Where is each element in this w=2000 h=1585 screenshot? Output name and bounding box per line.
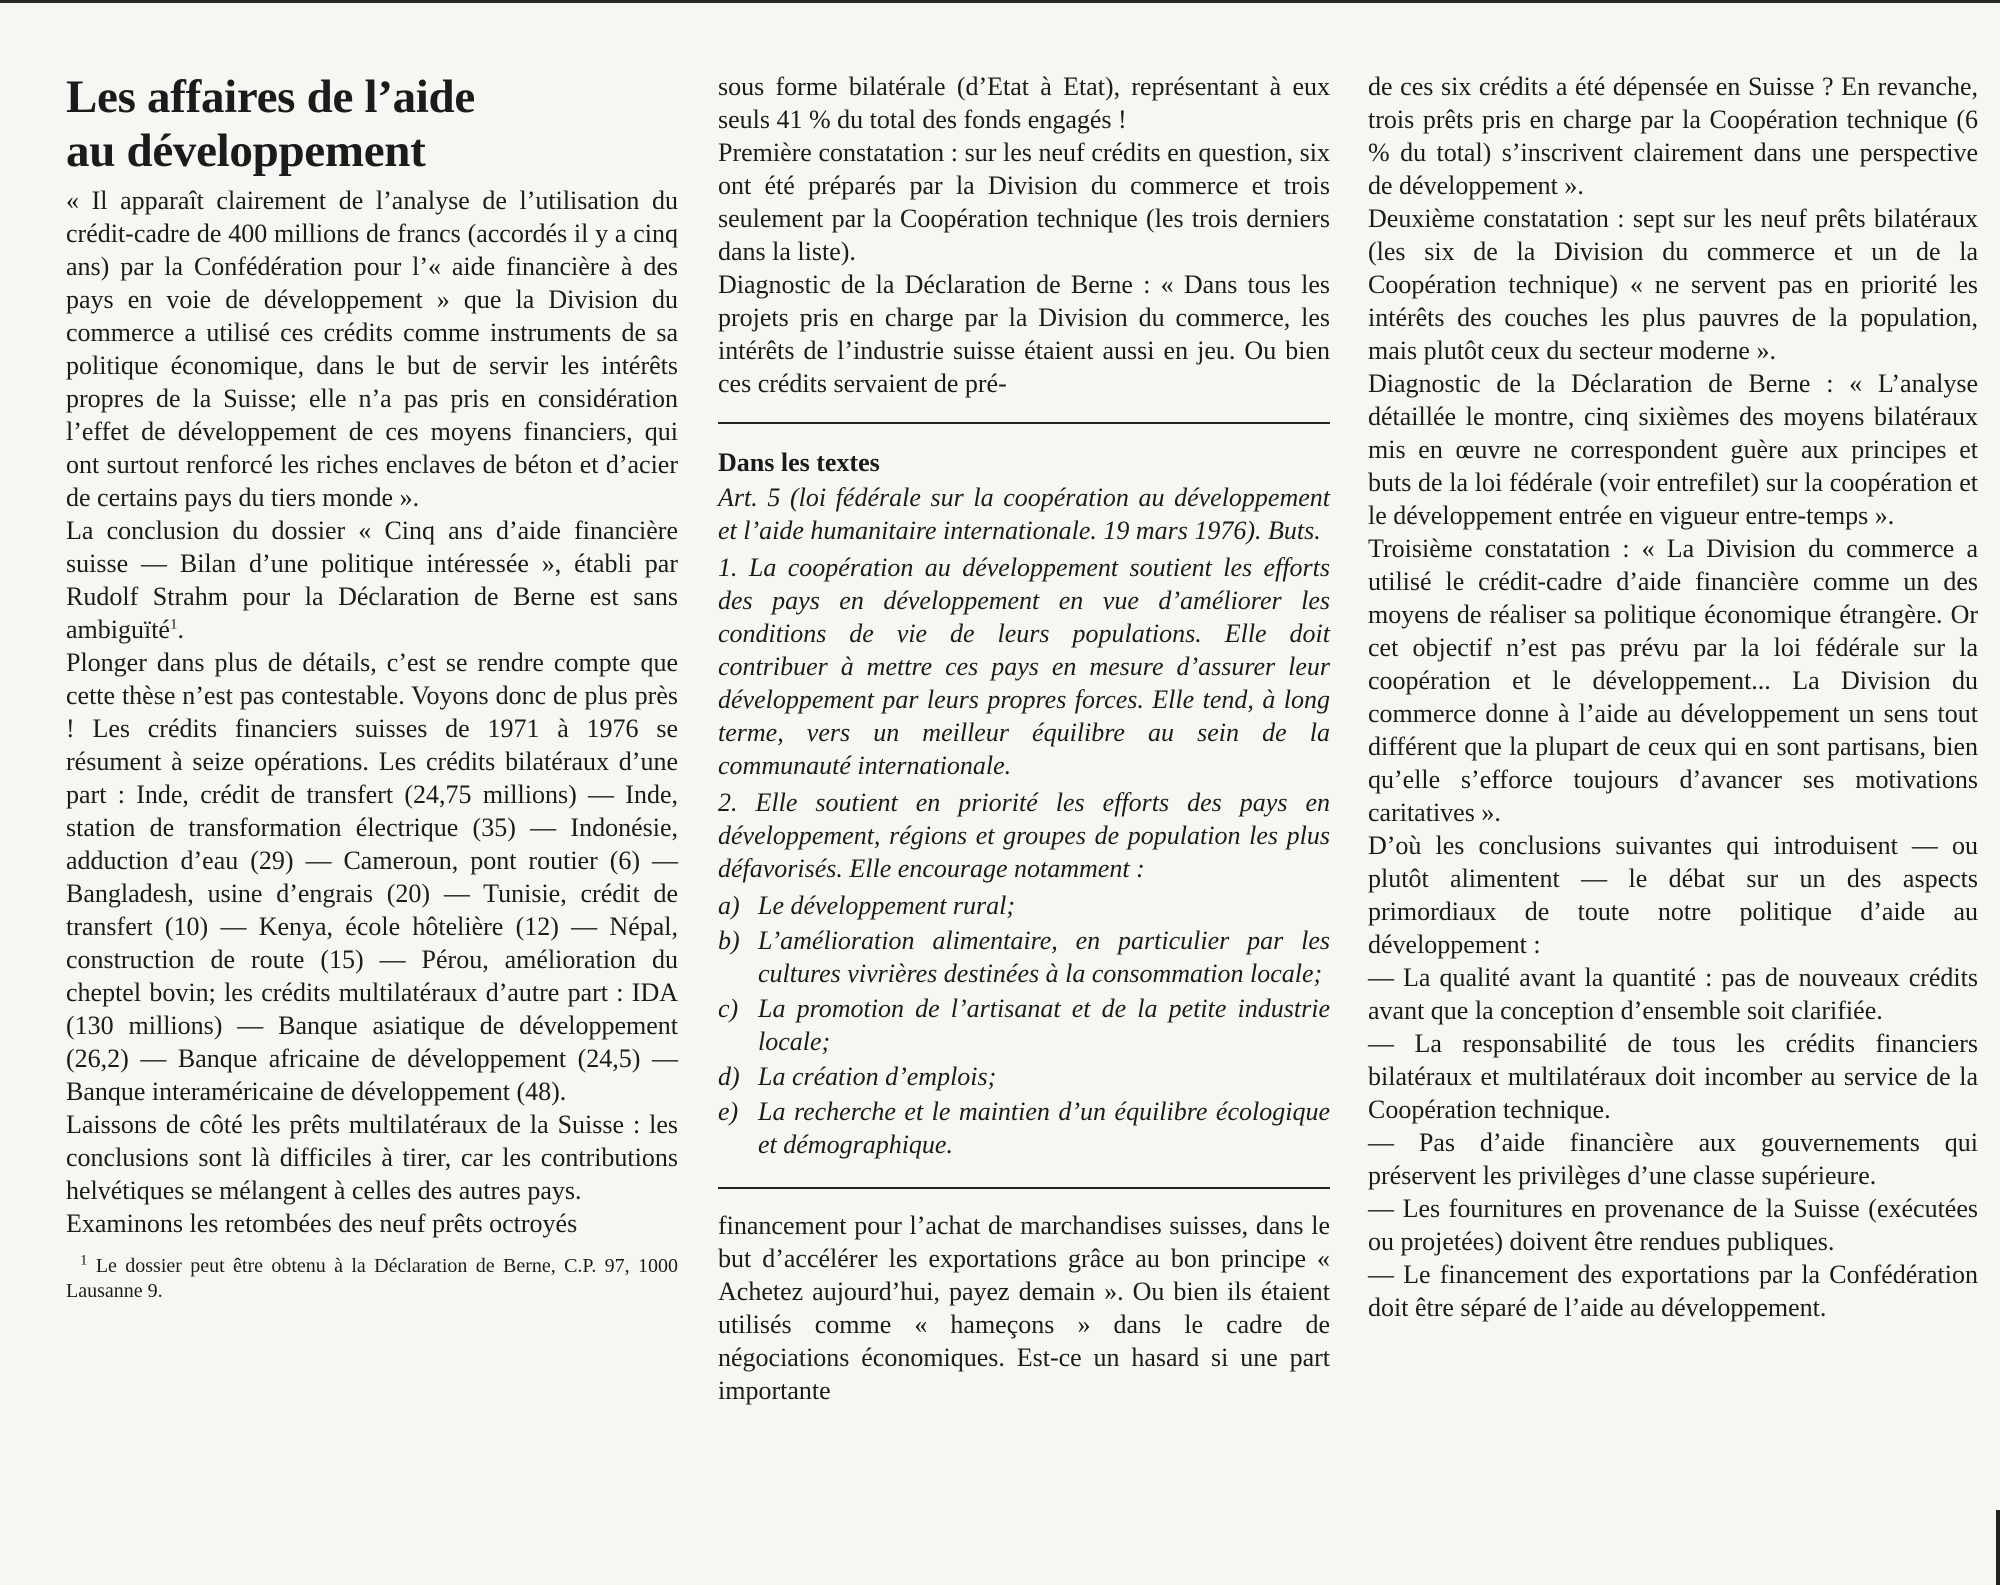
paragraph: Plonger dans plus de détails, c’est se rendre compte que cette thèse n’est pas contestable. Voyons donc de plus près ! Les crédits financiers suisses de 1971 à 1976 se résument à seize opérations. Les crédits bilatéraux d’une part : Inde, crédit de transfert (24,75 millions) — Inde, station de transformation électrique (35) — Indonésie, adduction d’eau (29) — Cameroun, pont routier (6) — Bangladesh, usine d’engrais (20) — Tunisie, crédit de transfert (10) — Kenya, école hôtelière (12) — Népal, construction de route (15) — Pérou, amélioration du cheptel bovin; les crédits multilatéraux d’autre part : IDA (130 millions) — Banque asiatique de développement (26,2) — Banque africaine de développement (24,5) — Banque interaméricaine de développement (48). bbox=[66, 648, 678, 1106]
paragraph: financement pour l’achat de marchandises suisses, dans le but d’accélérer les exportations grâce au bon principe « Achetez aujourd’hui, payez demain ». Ou bien ils étaient utilisés comme « hameçons » dans le cadre de négociations économiques. Est-ce un hasard si une part importante bbox=[718, 1211, 1330, 1405]
box-paragraph: 1. La coopération au développement soutient les efforts des pays en développement en vue d’améliorer les conditions de vie de leurs populations. Elle doit contribuer à mettre ces pays en mesure d’assurer leur développement par leurs propres forces. Elle tend, à long terme, vers un meilleur équilibre au sein de la communauté internationale. bbox=[718, 553, 1330, 780]
paragraph: Examinons les retombées des neuf prêts octroyés bbox=[66, 1209, 578, 1238]
list-item-label: a) bbox=[718, 891, 740, 920]
conclusion-item: — Pas d’aide financière aux gouvernements qui préservent les privilèges d’une classe supérieure. bbox=[1368, 1128, 1978, 1190]
list-item-text: La recherche et le maintien d’un équilibre écologique et démographique. bbox=[758, 1097, 1330, 1159]
box-paragraph: 2. Elle soutient en priorité les efforts des pays en développement, régions et groupes de population les plus défavorisés. Elle encourage notamment : bbox=[718, 788, 1330, 883]
footnote-marker: 1 bbox=[80, 1252, 88, 1269]
paragraph: Diagnostic de la Déclaration de Berne : « Dans tous les projets pris en charge par la Division du commerce, les intérêts de l’industrie suisse étaient aussi en jeu. Ou bien ces crédits servaient de pré- bbox=[718, 270, 1330, 398]
list-item-text: Le développement rural; bbox=[758, 891, 1016, 920]
box-top-rule bbox=[718, 422, 1330, 424]
conclusion-item: — La qualité avant la quantité : pas de nouveaux crédits avant que la conception d’ensemble soit clarifiée. bbox=[1368, 963, 1978, 1025]
list-item-text: La promotion de l’artisanat et de la petite industrie locale; bbox=[758, 994, 1330, 1056]
list-item-label: b) bbox=[718, 926, 740, 955]
list-item bbox=[718, 889, 1330, 922]
paragraph-text: La conclusion du dossier « Cinq ans d’aide financière suisse — Bilan d’une politique intéressée », établi par Rudolf Strahm pour la Déclaration de Berne est sans ambiguïté bbox=[66, 516, 678, 644]
column-2 bbox=[718, 70, 1330, 1407]
paragraph: Troisième constatation : « La Division du commerce a utilisé le crédit-cadre d’aide financière comme un des moyens de réaliser sa politique économique étrangère. Or cet objectif n’est pas prévu par la loi fédérale sur la coopération et le développement... La Division du commerce donne à l’aide au développement un sens tout différent que la plupart de ceux qui en sont partisans, bien qu’elle s’efforce toujours d’avancer ses motivations caritatives ». bbox=[1368, 534, 1978, 827]
list-item-label: e) bbox=[718, 1097, 739, 1126]
list-item bbox=[718, 992, 1330, 1058]
sidebar-box bbox=[718, 446, 1330, 1161]
paragraph: Première constatation : sur les neuf crédits en question, six ont été préparés par la Division du commerce et trois seulement par la Coopération technique (les trois derniers dans la liste). bbox=[718, 138, 1330, 266]
conclusion-item: — La responsabilité de tous les crédits financiers bilatéraux et multilatéraux doit incomber au service de la Coopération technique. bbox=[1368, 1029, 1978, 1124]
paragraph: Diagnostic de la Déclaration de Berne : « L’analyse détaillée le montre, cinq sixièmes des moyens bilatéraux mis en œuvre ne correspondent guère aux principes et buts de la loi fédérale (voir entrefilet) sur la coopération et le développement entrée en vigueur entre-temps ». bbox=[1368, 369, 1978, 530]
footnote-text: Le dossier peut être obtenu à la Déclaration de Berne, C.P. 97, 1000 Lausanne 9. bbox=[66, 1255, 679, 1302]
paragraph: sous forme bilatérale (d’Etat à Etat), représentant à eux seuls 41 % du total des fonds engagés ! bbox=[718, 72, 1330, 134]
top-border bbox=[0, 0, 2000, 3]
list-item bbox=[718, 924, 1330, 990]
conclusion-item: — Les fournitures en provenance de la Suisse (exécutées ou projetées) doivent être rendues publiques. bbox=[1368, 1194, 1978, 1256]
paragraph: La conclusion du dossier « Cinq ans d’aide financière suisse — Bilan d’une politique intéressée », établi par Rudolf Strahm pour la Déclaration de Berne est sans ambiguïté$^1$. bbox=[66, 516, 678, 644]
page-edge-mark bbox=[1996, 1510, 2000, 1585]
list-item bbox=[718, 1095, 1330, 1161]
article-title bbox=[66, 70, 678, 178]
paragraph: « Il apparaît clairement de l’analyse de l’utilisation du crédit-cadre de 400 millions de francs (accordés il y a cinq ans) par la Confédération pour l’« aide financière à des pays en voie de développement » que la Division du commerce a utilisé ces crédits comme instruments de sa politique économique, dans le but de servir les intérêts propres de la Suisse; elle n’a pas pris en considération l’effet de développement de ces moyens financiers, qui ont surtout renforcé les riches enclaves de béton et d’acier de certains pays du tiers monde ». bbox=[66, 186, 678, 512]
paragraph: D’où les conclusions suivantes qui introduisent — ou plutôt alimentent — le débat sur un des aspects primordiaux de toute notre politique d’aide au développement : bbox=[1368, 831, 1978, 959]
footnote bbox=[66, 1254, 678, 1304]
box-list bbox=[718, 889, 1330, 1161]
column-1 bbox=[66, 70, 678, 1304]
box-intro: Art. 5 (loi fédérale sur la coopération au développement et l’aide humanitaire internationale. 19 mars 1976). Buts. bbox=[718, 483, 1330, 545]
paragraph: Deuxième constatation : sept sur les neuf prêts bilatéraux (les six de la Division du commerce et un de la Coopération technique) « ne servent pas en priorité les intérêts des couches les plus pauvres de la population, mais plutôt ceux du secteur moderne ». bbox=[1368, 204, 1978, 365]
footnote-ref: 1 bbox=[169, 616, 178, 633]
list-item bbox=[718, 1060, 1330, 1093]
paragraph: de ces six crédits a été dépensée en Suisse ? En revanche, trois prêts pris en charge par la Coopération technique (6 % du total) s’inscrivent clairement dans une perspective de développement ». bbox=[1368, 72, 1978, 200]
list-item-text: L’amélioration alimentaire, en particulier par les cultures vivrières destinées à la consommation locale; bbox=[758, 926, 1330, 988]
title-line-2: au développement bbox=[66, 125, 426, 177]
paragraph: Laissons de côté les prêts multilatéraux de la Suisse : les conclusions sont là difficiles à tirer, car les contributions helvétiques se mélangent à celles des autres pays. bbox=[66, 1110, 678, 1205]
list-item-label: c) bbox=[718, 994, 739, 1023]
title-line-1: Les affaires de l’aide bbox=[66, 71, 475, 123]
box-title: Dans les textes bbox=[718, 448, 880, 477]
list-item-text: La création d’emplois; bbox=[758, 1062, 997, 1091]
conclusion-item: — Le financement des exportations par la Confédération doit être séparé de l’aide au développement. bbox=[1368, 1260, 1978, 1322]
list-item-label: d) bbox=[718, 1062, 740, 1091]
box-bottom-rule bbox=[718, 1187, 1330, 1189]
column-3 bbox=[1368, 70, 1978, 1324]
